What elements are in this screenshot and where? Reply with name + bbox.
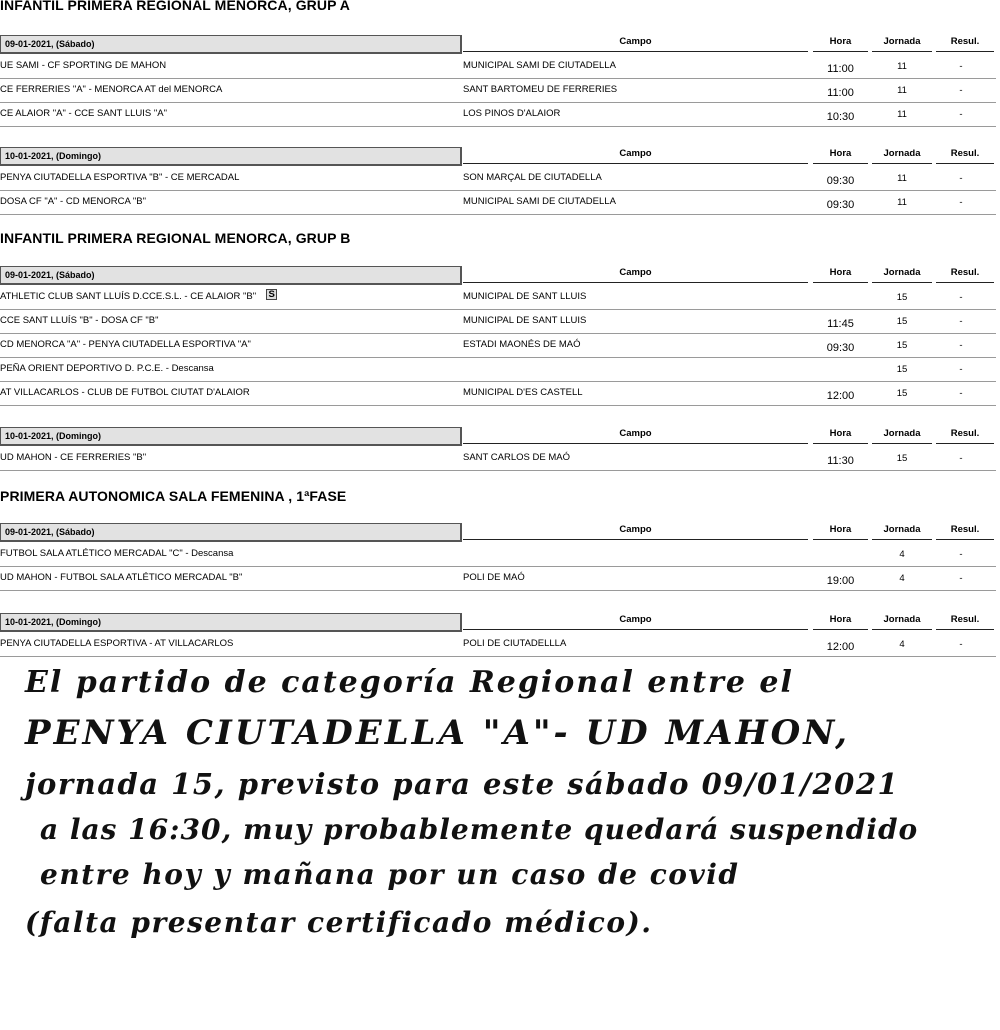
table-row (0, 447, 996, 471)
match-result: - (959, 61, 963, 72)
match-time: 11:30 (827, 455, 854, 467)
col-resul: Resul. (936, 266, 994, 283)
col-resul: Resul. (936, 427, 994, 444)
match-result: - (959, 109, 963, 120)
note-line: jornada 15, previsto para este sábado 09/01/2021 (25, 767, 900, 801)
match-jornada: 11 (897, 173, 907, 184)
match-teams: CD MENORCA "A" - PENYA CIUTADELLA ESPORTIVA "A" (0, 339, 251, 350)
match-teams: UD MAHON - FUTBOL SALA ATLÉTICO MERCADAL "B" (0, 572, 243, 583)
match-time: 12:00 (826, 390, 855, 402)
col-jornada: Jornada (872, 147, 932, 164)
suspended-badge-icon: S (266, 289, 277, 300)
match-teams: DOSA CF "A" - CD MENORCA "B" (0, 196, 146, 207)
col-campo: Campo (463, 147, 808, 164)
table-row (0, 286, 996, 310)
match-result: - (959, 173, 963, 184)
match-venue: MUNICIPAL DE SANT LLUIS (463, 315, 587, 326)
match-time: 09:30 (826, 342, 855, 354)
match-jornada: 4 (899, 549, 905, 560)
match-jornada: 15 (896, 388, 908, 399)
match-result: - (959, 549, 963, 560)
note-line: entre hoy y mañana por un caso de covid (40, 858, 740, 891)
match-teams: PENYA CIUTADELLA ESPORTIVA "B" - CE MERCADAL (0, 172, 240, 183)
table-row (0, 567, 996, 591)
match-jornada: 15 (896, 453, 908, 464)
match-venue: POLI DE MAÓ (463, 572, 525, 583)
match-venue: MUNICIPAL SAMI DE CIUTADELLA (463, 60, 616, 71)
match-result: - (959, 292, 963, 303)
match-venue: MUNICIPAL SAMI DE CIUTADELLA (463, 196, 616, 207)
match-result: - (959, 197, 963, 208)
date-block (0, 147, 1000, 215)
table-row (0, 543, 996, 567)
col-jornada: Jornada (872, 427, 932, 444)
match-venue: ESTADI MAONÉS DE MAÓ (463, 339, 581, 350)
match-result: - (959, 639, 963, 650)
col-campo: Campo (463, 427, 808, 444)
match-teams: CCE SANT LLUÍS "B" - DOSA CF "B" (0, 315, 159, 326)
match-time: 12:00 (826, 641, 855, 653)
match-result: - (959, 388, 963, 399)
block-header (0, 266, 1000, 286)
date-block (0, 613, 1000, 657)
date-block (0, 427, 1000, 471)
col-jornada: Jornada (872, 613, 932, 630)
match-venue: POLI DE CIUTADELLLA (463, 638, 567, 649)
col-jornada: Jornada (872, 266, 932, 283)
note-line: (falta presentar certificado médico). (25, 906, 653, 939)
match-jornada: 15 (896, 316, 908, 327)
match-venue: SANT CARLOS DE MAÓ (463, 452, 570, 463)
col-hora: Hora (813, 147, 868, 164)
match-teams: UE SAMI - CF SPORTING DE MAHON (0, 60, 167, 71)
block-header (0, 613, 1000, 633)
table-row (0, 103, 996, 127)
match-result: - (959, 453, 963, 464)
match-jornada: 4 (899, 639, 905, 650)
match-venue: LOS PINOS D'ALAIOR (463, 108, 561, 119)
match-venue: SON MARÇAL DE CIUTADELLA (463, 172, 602, 183)
col-jornada: Jornada (872, 35, 932, 52)
table-row (0, 310, 996, 334)
col-hora: Hora (813, 266, 868, 283)
table-row (0, 633, 996, 657)
date-block (0, 523, 1000, 591)
table-row (0, 191, 996, 215)
date-label: 10-01-2021, (Domingo) (0, 613, 462, 632)
col-campo: Campo (463, 613, 808, 630)
date-label: 09-01-2021, (Sábado) (0, 35, 462, 54)
match-teams: CE ALAIOR "A" - CCE SANT LLUIS "A" (0, 108, 167, 119)
col-resul: Resul. (936, 35, 994, 52)
match-jornada: 15 (896, 340, 908, 351)
col-resul: Resul. (936, 613, 994, 630)
col-hora: Hora (813, 523, 868, 540)
block-header (0, 147, 1000, 167)
table-row (0, 167, 996, 191)
section-title: INFANTIL PRIMERA REGIONAL MENORCA, GRUP B (0, 230, 351, 246)
match-result: - (959, 316, 963, 327)
match-time: 11:00 (827, 87, 854, 99)
match-time: 10:30 (826, 111, 855, 123)
col-campo: Campo (463, 523, 808, 540)
match-time: 09:30 (826, 175, 855, 187)
match-teams (0, 291, 277, 302)
match-time: 11:45 (827, 318, 854, 330)
note-line: a las 16:30, muy probablemente quedará suspendido (40, 813, 919, 846)
col-jornada: Jornada (872, 523, 932, 540)
col-hora: Hora (813, 613, 868, 630)
match-venue: MUNICIPAL DE SANT LLUIS (463, 291, 587, 302)
col-campo: Campo (463, 266, 808, 283)
note-line: PENYA CIUTADELLA "A"- UD MAHON, (25, 713, 850, 753)
match-jornada: 11 (897, 85, 907, 96)
match-venue: SANT BARTOMEU DE FERRERIES (463, 84, 618, 95)
section-title: PRIMERA AUTONOMICA SALA FEMENINA , 1ªFASE (0, 488, 347, 504)
date-block (0, 266, 1000, 406)
table-row (0, 382, 996, 406)
date-label: 10-01-2021, (Domingo) (0, 147, 462, 166)
match-result: - (959, 364, 963, 375)
match-teams: FUTBOL SALA ATLÉTICO MERCADAL "C" - Descansa (0, 548, 234, 559)
match-jornada: 11 (897, 109, 907, 120)
match-teams: CE FERRERIES "A" - MENORCA AT del MENORCA (0, 84, 223, 95)
table-row (0, 334, 996, 358)
match-jornada: 4 (899, 573, 905, 584)
match-jornada: 11 (897, 197, 907, 208)
note-line: El partido de categoría Regional entre el (25, 665, 794, 700)
table-row (0, 55, 996, 79)
match-teams: UD MAHON - CE FERRERIES "B" (0, 452, 147, 463)
date-label: 10-01-2021, (Domingo) (0, 427, 462, 446)
block-header (0, 427, 1000, 447)
section-title: INFANTIL PRIMERA REGIONAL MENORCA, GRUP A (0, 0, 350, 13)
col-campo: Campo (463, 35, 808, 52)
col-hora: Hora (813, 35, 868, 52)
col-hora: Hora (813, 427, 868, 444)
date-block (0, 35, 1000, 127)
block-header (0, 35, 1000, 55)
date-label: 09-01-2021, (Sábado) (0, 266, 462, 285)
match-teams-text: ATHLETIC CLUB SANT LLUÍS D.CCE.S.L. - CE ALAIOR "B" (0, 291, 257, 302)
match-time: 19:00 (826, 575, 855, 587)
match-jornada: 11 (897, 61, 907, 72)
date-label: 09-01-2021, (Sábado) (0, 523, 462, 542)
match-time: 09:30 (826, 199, 855, 211)
table-row (0, 79, 996, 103)
match-jornada: 15 (896, 364, 908, 375)
col-resul: Resul. (936, 147, 994, 164)
col-resul: Resul. (936, 523, 994, 540)
match-teams: PENYA CIUTADELLA ESPORTIVA - AT VILLACARLOS (0, 638, 234, 649)
match-time: 11:00 (827, 63, 854, 75)
match-result: - (959, 340, 963, 351)
match-teams: PEÑA ORIENT DEPORTIVO D. P.C.E. - Descansa (0, 363, 214, 374)
match-venue: MUNICIPAL D'ES CASTELL (463, 387, 583, 398)
block-header (0, 523, 1000, 543)
match-result: - (959, 85, 963, 96)
match-result: - (959, 573, 963, 584)
match-teams: AT VILLACARLOS - CLUB DE FUTBOL CIUTAT D'ALAIOR (0, 387, 250, 398)
match-jornada: 15 (896, 292, 908, 303)
table-row (0, 358, 996, 382)
